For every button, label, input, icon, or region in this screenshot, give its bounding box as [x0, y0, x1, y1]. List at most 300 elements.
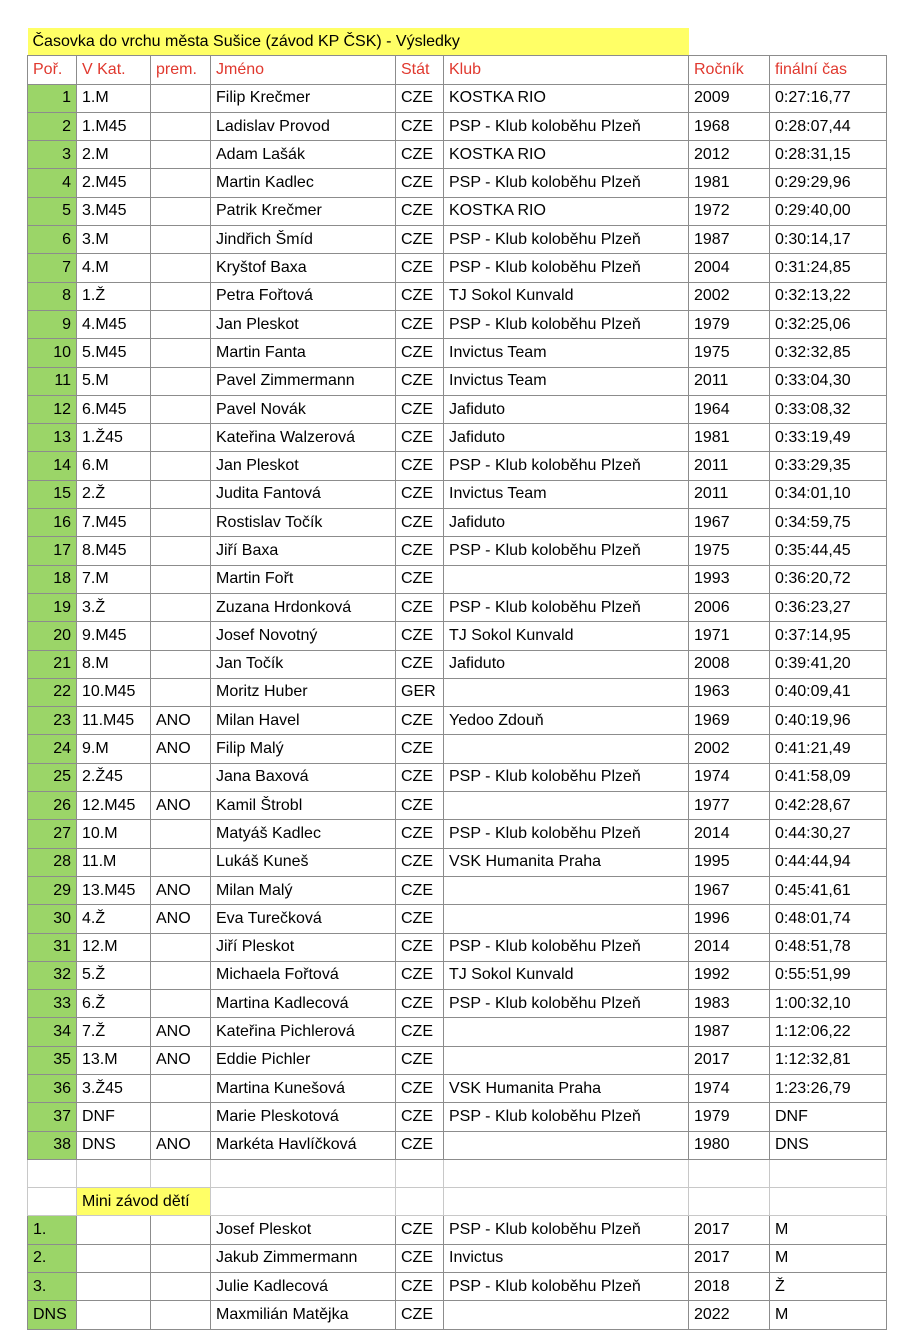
category-cell: 1.M [77, 84, 151, 112]
mini-state-cell: CZE [396, 1301, 444, 1329]
header-pos: Poř. [28, 56, 77, 84]
prem-cell [151, 480, 211, 508]
mini-year-cell: 2017 [689, 1244, 770, 1272]
club-cell: TJ Sokol Kunvald [444, 961, 689, 989]
mini-position-cell: DNS [28, 1301, 77, 1329]
position-cell: 35 [28, 1046, 77, 1074]
category-cell: 4.M45 [77, 310, 151, 338]
year-cell: 1977 [689, 792, 770, 820]
time-cell: 0:34:01,10 [770, 480, 887, 508]
time-cell: 0:40:19,96 [770, 707, 887, 735]
time-cell: 0:55:51,99 [770, 961, 887, 989]
year-cell: 1971 [689, 622, 770, 650]
prem-cell [151, 452, 211, 480]
prem-cell [151, 593, 211, 621]
year-cell: 1992 [689, 961, 770, 989]
year-cell: 2014 [689, 933, 770, 961]
mini-time-cell: M [770, 1244, 887, 1272]
table-row [28, 452, 887, 480]
year-cell: 1967 [689, 509, 770, 537]
prem-cell: ANO [151, 792, 211, 820]
results-body [28, 28, 887, 1329]
time-cell: 0:30:14,17 [770, 226, 887, 254]
position-cell: 38 [28, 1131, 77, 1159]
mini-position-cell: 1. [28, 1216, 77, 1244]
position-cell: 7 [28, 254, 77, 282]
category-cell: 3.Ž45 [77, 1074, 151, 1102]
category-cell: 11.M [77, 848, 151, 876]
mini-position-cell: 2. [28, 1244, 77, 1272]
empty-cell [689, 1188, 770, 1216]
mini-prem-cell [151, 1216, 211, 1244]
category-cell: 2.M [77, 141, 151, 169]
time-cell: 0:32:25,06 [770, 310, 887, 338]
mini-prem-cell [151, 1301, 211, 1329]
category-cell: 1.Ž45 [77, 424, 151, 452]
club-cell: VSK Humanita Praha [444, 1074, 689, 1102]
year-cell: 1975 [689, 339, 770, 367]
club-cell: Invictus Team [444, 480, 689, 508]
category-cell: 3.Ž [77, 593, 151, 621]
prem-cell [151, 367, 211, 395]
prem-cell: ANO [151, 1131, 211, 1159]
position-cell: 17 [28, 537, 77, 565]
time-cell: 0:42:28,67 [770, 792, 887, 820]
position-cell: 36 [28, 1074, 77, 1102]
empty-cell [28, 1188, 77, 1216]
name-cell: Ladislav Provod [211, 112, 396, 140]
time-cell: 0:36:20,72 [770, 565, 887, 593]
time-cell: 0:41:58,09 [770, 763, 887, 791]
table-row [28, 197, 887, 225]
table-row [28, 1018, 887, 1046]
prem-cell [151, 1103, 211, 1131]
position-cell: 27 [28, 820, 77, 848]
year-cell: 1969 [689, 707, 770, 735]
name-cell: Petra Fořtová [211, 282, 396, 310]
table-row [28, 310, 887, 338]
name-cell: Kateřina Walzerová [211, 424, 396, 452]
mini-name-cell: Jakub Zimmermann [211, 1244, 396, 1272]
position-cell: 14 [28, 452, 77, 480]
table-row [28, 1103, 887, 1131]
mini-name-cell: Josef Pleskot [211, 1216, 396, 1244]
year-cell: 2012 [689, 141, 770, 169]
category-cell: 4.M [77, 254, 151, 282]
header-year: Ročník [689, 56, 770, 84]
prem-cell [151, 84, 211, 112]
year-cell: 1963 [689, 678, 770, 706]
state-cell: CZE [396, 905, 444, 933]
state-cell: CZE [396, 452, 444, 480]
name-cell: Martina Kadlecová [211, 990, 396, 1018]
name-cell: Milan Havel [211, 707, 396, 735]
club-cell: Jafiduto [444, 395, 689, 423]
time-cell: 0:28:31,15 [770, 141, 887, 169]
state-cell: CZE [396, 763, 444, 791]
year-cell: 2011 [689, 480, 770, 508]
table-row [28, 650, 887, 678]
prem-cell [151, 1074, 211, 1102]
category-cell: 7.M [77, 565, 151, 593]
mini-state-cell: CZE [396, 1244, 444, 1272]
category-cell: 6.M [77, 452, 151, 480]
mini-category-cell [77, 1273, 151, 1301]
table-row [28, 480, 887, 508]
table-row [28, 565, 887, 593]
year-cell: 1974 [689, 1074, 770, 1102]
year-cell: 1964 [689, 395, 770, 423]
mini-prem-cell [151, 1244, 211, 1272]
time-cell: 0:44:30,27 [770, 820, 887, 848]
state-cell: CZE [396, 197, 444, 225]
category-cell: 13.M [77, 1046, 151, 1074]
year-cell: 1975 [689, 537, 770, 565]
position-cell: 26 [28, 792, 77, 820]
year-cell: 1981 [689, 424, 770, 452]
table-row [28, 395, 887, 423]
state-cell: CZE [396, 1131, 444, 1159]
state-cell: CZE [396, 112, 444, 140]
header-row [28, 56, 887, 84]
empty-cell [77, 1159, 151, 1187]
year-cell: 1980 [689, 1131, 770, 1159]
time-cell: 0:32:13,22 [770, 282, 887, 310]
state-cell: CZE [396, 792, 444, 820]
category-cell: 5.M45 [77, 339, 151, 367]
title-row [28, 28, 887, 56]
name-cell: Jan Točík [211, 650, 396, 678]
name-cell: Kateřina Pichlerová [211, 1018, 396, 1046]
state-cell: CZE [396, 84, 444, 112]
mini-year-cell: 2017 [689, 1216, 770, 1244]
state-cell: CZE [396, 537, 444, 565]
name-cell: Filip Malý [211, 735, 396, 763]
state-cell: CZE [396, 254, 444, 282]
year-cell: 1993 [689, 565, 770, 593]
mini-title-row [28, 1188, 887, 1216]
table-row [28, 424, 887, 452]
prem-cell [151, 197, 211, 225]
name-cell: Pavel Zimmermann [211, 367, 396, 395]
prem-cell [151, 509, 211, 537]
empty-cell [689, 1159, 770, 1187]
position-cell: 18 [28, 565, 77, 593]
mini-name-cell: Maxmilián Matějka [211, 1301, 396, 1329]
year-cell: 1974 [689, 763, 770, 791]
table-row [28, 678, 887, 706]
time-cell: 0:31:24,85 [770, 254, 887, 282]
category-cell: 3.M [77, 226, 151, 254]
prem-cell: ANO [151, 905, 211, 933]
table-row [28, 622, 887, 650]
time-cell: 0:27:16,77 [770, 84, 887, 112]
name-cell: Matyáš Kadlec [211, 820, 396, 848]
time-cell: 0:35:44,45 [770, 537, 887, 565]
prem-cell: ANO [151, 1046, 211, 1074]
table-row [28, 226, 887, 254]
state-cell: CZE [396, 1103, 444, 1131]
table-row [28, 537, 887, 565]
club-cell: KOSTKA RIO [444, 197, 689, 225]
position-cell: 29 [28, 876, 77, 904]
table-row [28, 339, 887, 367]
club-cell: PSP - Klub koloběhu Plzeň [444, 820, 689, 848]
mini-state-cell: CZE [396, 1216, 444, 1244]
club-cell: Invictus Team [444, 367, 689, 395]
prem-cell [151, 395, 211, 423]
table-row [28, 254, 887, 282]
position-cell: 11 [28, 367, 77, 395]
name-cell: Jiří Pleskot [211, 933, 396, 961]
name-cell: Pavel Novák [211, 395, 396, 423]
year-cell: 1996 [689, 905, 770, 933]
name-cell: Milan Malý [211, 876, 396, 904]
name-cell: Eddie Pichler [211, 1046, 396, 1074]
year-cell: 1979 [689, 1103, 770, 1131]
mini-name-cell: Julie Kadlecová [211, 1273, 396, 1301]
category-cell: 12.M [77, 933, 151, 961]
prem-cell: ANO [151, 735, 211, 763]
table-row [28, 1074, 887, 1102]
prem-cell [151, 282, 211, 310]
category-cell: 5.M [77, 367, 151, 395]
time-cell: 0:48:01,74 [770, 905, 887, 933]
state-cell: CZE [396, 593, 444, 621]
mini-prem-cell [151, 1273, 211, 1301]
name-cell: Rostislav Točík [211, 509, 396, 537]
state-cell: CZE [396, 961, 444, 989]
position-cell: 2 [28, 112, 77, 140]
empty-cell [770, 1159, 887, 1187]
prem-cell [151, 763, 211, 791]
table-row [28, 905, 887, 933]
year-cell: 1967 [689, 876, 770, 904]
state-cell: CZE [396, 990, 444, 1018]
prem-cell: ANO [151, 876, 211, 904]
time-cell: 0:45:41,61 [770, 876, 887, 904]
year-cell: 1981 [689, 169, 770, 197]
prem-cell [151, 226, 211, 254]
position-cell: 23 [28, 707, 77, 735]
year-cell: 1987 [689, 226, 770, 254]
table-row [28, 509, 887, 537]
name-cell: Martin Kadlec [211, 169, 396, 197]
mini-club-cell [444, 1301, 689, 1329]
year-cell: 1995 [689, 848, 770, 876]
club-cell: PSP - Klub koloběhu Plzeň [444, 763, 689, 791]
year-cell: 2002 [689, 735, 770, 763]
club-cell: PSP - Klub koloběhu Plzeň [444, 226, 689, 254]
club-cell [444, 905, 689, 933]
club-cell: PSP - Klub koloběhu Plzeň [444, 1103, 689, 1131]
position-cell: 9 [28, 310, 77, 338]
empty-cell [28, 1159, 77, 1187]
year-cell: 2011 [689, 367, 770, 395]
position-cell: 30 [28, 905, 77, 933]
position-cell: 8 [28, 282, 77, 310]
state-cell: CZE [396, 509, 444, 537]
prem-cell [151, 848, 211, 876]
name-cell: Markéta Havlíčková [211, 1131, 396, 1159]
category-cell: 10.M45 [77, 678, 151, 706]
mini-time-cell: Ž [770, 1273, 887, 1301]
year-cell: 1972 [689, 197, 770, 225]
name-cell: Jindřich Šmíd [211, 226, 396, 254]
position-cell: 33 [28, 990, 77, 1018]
club-cell: PSP - Klub koloběhu Plzeň [444, 537, 689, 565]
position-cell: 13 [28, 424, 77, 452]
club-cell [444, 876, 689, 904]
position-cell: 16 [28, 509, 77, 537]
category-cell: 8.M45 [77, 537, 151, 565]
club-cell: PSP - Klub koloběhu Plzeň [444, 254, 689, 282]
club-cell: Yedoo Zdouň [444, 707, 689, 735]
club-cell: TJ Sokol Kunvald [444, 622, 689, 650]
position-cell: 5 [28, 197, 77, 225]
table-row [28, 876, 887, 904]
category-cell: 7.Ž [77, 1018, 151, 1046]
state-cell: CZE [396, 339, 444, 367]
prem-cell [151, 310, 211, 338]
mini-state-cell: CZE [396, 1273, 444, 1301]
club-cell: PSP - Klub koloběhu Plzeň [444, 310, 689, 338]
club-cell: Invictus Team [444, 339, 689, 367]
prem-cell [151, 141, 211, 169]
empty-cell [444, 1188, 689, 1216]
name-cell: Adam Lašák [211, 141, 396, 169]
name-cell: Patrik Krečmer [211, 197, 396, 225]
club-cell: PSP - Klub koloběhu Plzeň [444, 593, 689, 621]
name-cell: Michaela Fořtová [211, 961, 396, 989]
category-cell: 6.Ž [77, 990, 151, 1018]
year-cell: 2008 [689, 650, 770, 678]
position-cell: 3 [28, 141, 77, 169]
prem-cell [151, 820, 211, 848]
year-cell: 1979 [689, 310, 770, 338]
header-state: Stát [396, 56, 444, 84]
prem-cell [151, 169, 211, 197]
club-cell: VSK Humanita Praha [444, 848, 689, 876]
club-cell: PSP - Klub koloběhu Plzeň [444, 452, 689, 480]
state-cell: CZE [396, 169, 444, 197]
name-cell: Kryštof Baxa [211, 254, 396, 282]
mini-table-row [28, 1301, 887, 1329]
category-cell: 6.M45 [77, 395, 151, 423]
time-cell: 0:36:23,27 [770, 593, 887, 621]
state-cell: CZE [396, 876, 444, 904]
year-cell: 2006 [689, 593, 770, 621]
mini-table-row [28, 1244, 887, 1272]
club-cell: KOSTKA RIO [444, 84, 689, 112]
table-row [28, 169, 887, 197]
category-cell: 8.M [77, 650, 151, 678]
table-row [28, 112, 887, 140]
category-cell: 13.M45 [77, 876, 151, 904]
table-row [28, 848, 887, 876]
time-cell: 0:44:44,94 [770, 848, 887, 876]
empty-cell [770, 1188, 887, 1216]
empty-cell [396, 1188, 444, 1216]
state-cell: CZE [396, 424, 444, 452]
year-cell: 1983 [689, 990, 770, 1018]
table-row [28, 1046, 887, 1074]
position-cell: 12 [28, 395, 77, 423]
header-club: Klub [444, 56, 689, 84]
name-cell: Jan Pleskot [211, 452, 396, 480]
prem-cell: ANO [151, 1018, 211, 1046]
category-cell: DNS [77, 1131, 151, 1159]
name-cell: Martina Kunešová [211, 1074, 396, 1102]
state-cell: CZE [396, 1018, 444, 1046]
mini-time-cell: M [770, 1301, 887, 1329]
table-row [28, 1131, 887, 1159]
category-cell: 12.M45 [77, 792, 151, 820]
name-cell: Martin Fanta [211, 339, 396, 367]
state-cell: CZE [396, 395, 444, 423]
position-cell: 37 [28, 1103, 77, 1131]
club-cell [444, 1046, 689, 1074]
table-row [28, 763, 887, 791]
prem-cell [151, 537, 211, 565]
year-cell: 2004 [689, 254, 770, 282]
category-cell: 2.Ž45 [77, 763, 151, 791]
position-cell: 31 [28, 933, 77, 961]
position-cell: 19 [28, 593, 77, 621]
state-cell: CZE [396, 141, 444, 169]
table-row [28, 990, 887, 1018]
mini-club-cell: Invictus [444, 1244, 689, 1272]
time-cell: 1:23:26,79 [770, 1074, 887, 1102]
prem-cell [151, 678, 211, 706]
category-cell: 9.M45 [77, 622, 151, 650]
time-cell: 1:12:32,81 [770, 1046, 887, 1074]
mini-year-cell: 2018 [689, 1273, 770, 1301]
time-cell: 0:39:41,20 [770, 650, 887, 678]
time-cell: 1:00:32,10 [770, 990, 887, 1018]
time-cell: 0:32:32,85 [770, 339, 887, 367]
club-cell [444, 1131, 689, 1159]
prem-cell [151, 650, 211, 678]
state-cell: CZE [396, 1046, 444, 1074]
mini-category-cell [77, 1301, 151, 1329]
state-cell: CZE [396, 226, 444, 254]
time-cell: 0:40:09,41 [770, 678, 887, 706]
position-cell: 24 [28, 735, 77, 763]
year-cell: 1968 [689, 112, 770, 140]
category-cell: 5.Ž [77, 961, 151, 989]
mini-category-cell [77, 1216, 151, 1244]
name-cell: Lukáš Kuneš [211, 848, 396, 876]
category-cell: 7.M45 [77, 509, 151, 537]
position-cell: 34 [28, 1018, 77, 1046]
state-cell: CZE [396, 480, 444, 508]
category-cell: 2.M45 [77, 169, 151, 197]
time-cell: 1:12:06,22 [770, 1018, 887, 1046]
spacer-row [28, 1159, 887, 1187]
state-cell: CZE [396, 282, 444, 310]
results-sheet [27, 28, 887, 1330]
club-cell [444, 678, 689, 706]
club-cell [444, 792, 689, 820]
mini-club-cell: PSP - Klub koloběhu Plzeň [444, 1216, 689, 1244]
name-cell: Josef Novotný [211, 622, 396, 650]
state-cell: CZE [396, 820, 444, 848]
time-cell: 0:33:08,32 [770, 395, 887, 423]
table-row [28, 792, 887, 820]
mini-category-cell [77, 1244, 151, 1272]
prem-cell [151, 424, 211, 452]
